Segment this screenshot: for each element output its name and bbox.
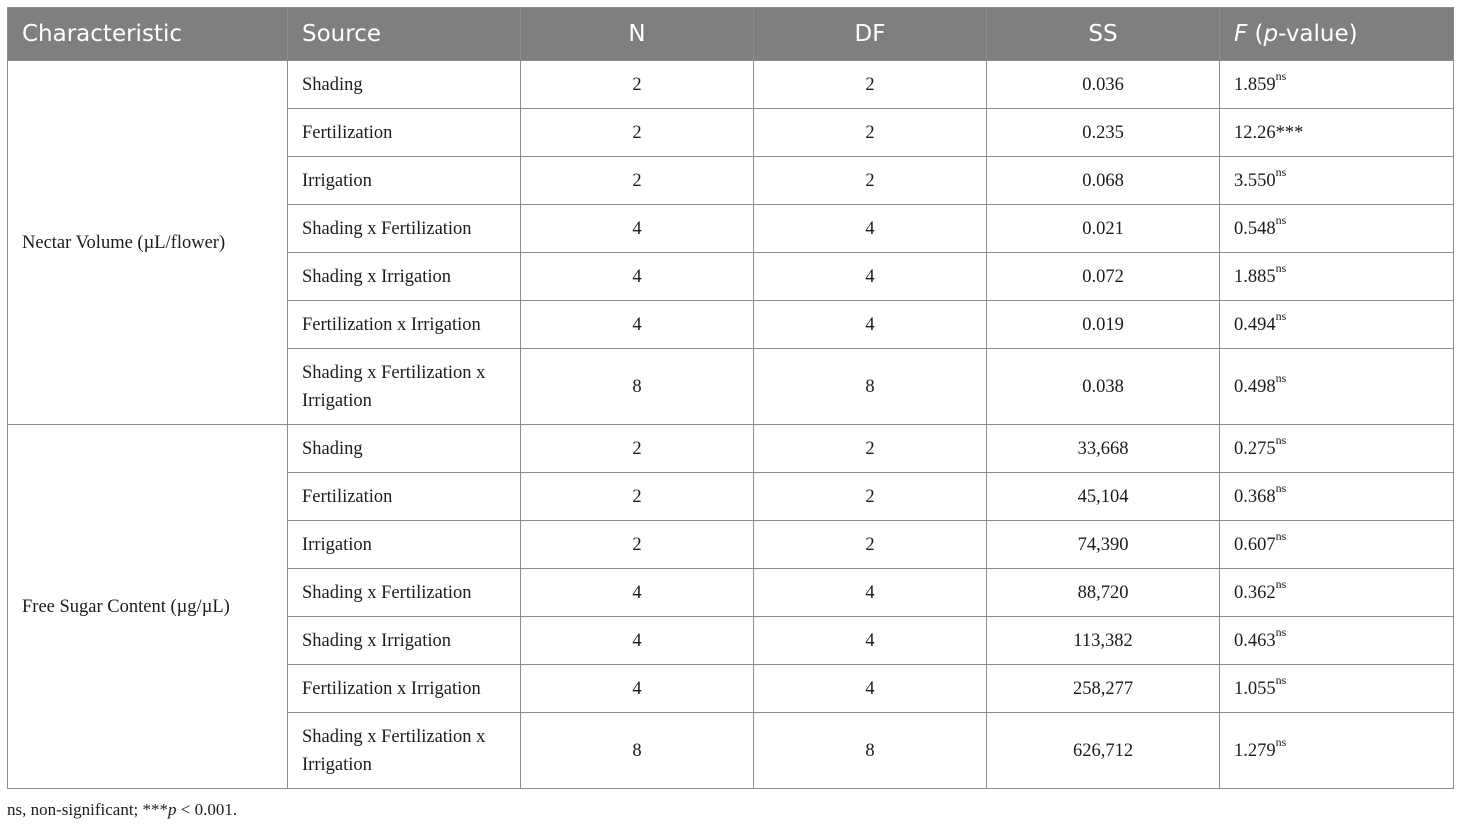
f-value-cell (1220, 349, 1454, 425)
f-value: 3.550 (1234, 170, 1276, 191)
f-value-cell (1220, 569, 1454, 617)
n-cell: 8 (521, 349, 754, 425)
significance-mark: ns (1275, 433, 1287, 448)
df-cell: 2 (754, 61, 987, 109)
f-value-cell (1220, 473, 1454, 521)
n-cell: 8 (521, 713, 754, 789)
ss-cell: 258,277 (987, 665, 1220, 713)
f-value-cell (1220, 61, 1454, 109)
n-cell: 4 (521, 665, 754, 713)
header-row (8, 8, 1454, 61)
n-cell: 4 (521, 253, 754, 301)
ss-cell: 0.235 (987, 109, 1220, 157)
significance-mark: ns (1275, 529, 1287, 544)
n-cell: 2 (521, 521, 754, 569)
n-cell: 4 (521, 301, 754, 349)
source-cell: Irrigation (288, 521, 521, 569)
ss-cell: 0.038 (987, 349, 1220, 425)
ss-cell: 0.019 (987, 301, 1220, 349)
df-cell: 4 (754, 205, 987, 253)
significance-mark: ns (1275, 673, 1287, 688)
df-cell: 2 (754, 425, 987, 473)
table-body (8, 61, 1454, 789)
ss-cell: 0.036 (987, 61, 1220, 109)
ss-cell: 45,104 (987, 473, 1220, 521)
f-value: 0.275 (1234, 438, 1276, 459)
n-cell: 2 (521, 425, 754, 473)
f-value-cell (1220, 521, 1454, 569)
significance-mark: ns (1275, 735, 1287, 750)
characteristic-cell: Nectar Volume (µL/flower) (8, 61, 288, 425)
f-value-cell (1220, 205, 1454, 253)
source-cell: Shading x Fertilization x Irrigation (288, 713, 521, 789)
f-value-cell (1220, 713, 1454, 789)
n-cell: 2 (521, 109, 754, 157)
source-cell: Irrigation (288, 157, 521, 205)
df-cell: 2 (754, 157, 987, 205)
f-value: 12.26*** (1234, 122, 1304, 143)
f-value-cell (1220, 665, 1454, 713)
source-cell: Shading x Irrigation (288, 253, 521, 301)
df-cell: 2 (754, 109, 987, 157)
df-cell: 4 (754, 569, 987, 617)
significance-mark: ns (1275, 577, 1287, 592)
significance-mark: ns (1275, 261, 1287, 276)
header-f-open: ( (1247, 21, 1264, 47)
source-cell: Fertilization (288, 473, 521, 521)
characteristic-cell: Free Sugar Content (µg/µL) (8, 425, 288, 789)
df-cell: 8 (754, 713, 987, 789)
footnote-prefix: ns, non-significant; *** (7, 800, 169, 819)
source-cell: Shading x Fertilization (288, 205, 521, 253)
ss-cell: 113,382 (987, 617, 1220, 665)
f-value: 0.494 (1234, 314, 1276, 335)
significance-mark: ns (1275, 309, 1287, 324)
f-value-cell (1220, 617, 1454, 665)
n-cell: 4 (521, 617, 754, 665)
footnote-suffix: < 0.001. (176, 800, 238, 819)
header-p-symbol: p (1263, 21, 1279, 47)
anova-table (7, 7, 1454, 789)
source-cell: Shading (288, 425, 521, 473)
df-cell: 4 (754, 253, 987, 301)
header-f-symbol: F (1234, 21, 1248, 47)
df-cell: 2 (754, 521, 987, 569)
f-value: 0.463 (1234, 630, 1276, 651)
significance-mark: ns (1275, 371, 1287, 386)
table-row (8, 61, 1454, 109)
source-cell: Fertilization x Irrigation (288, 301, 521, 349)
table-row (8, 425, 1454, 473)
source-cell: Shading (288, 61, 521, 109)
significance-mark: ns (1275, 625, 1287, 640)
ss-cell: 74,390 (987, 521, 1220, 569)
n-cell: 4 (521, 569, 754, 617)
df-cell: 4 (754, 665, 987, 713)
header-n: N (521, 8, 754, 61)
f-value: 0.607 (1234, 534, 1276, 555)
footnote-p-symbol: p (168, 800, 177, 819)
source-cell: Shading x Fertilization x Irrigation (288, 349, 521, 425)
header-f-rest: -value) (1278, 21, 1358, 47)
header-f-value (1220, 8, 1454, 61)
n-cell: 2 (521, 61, 754, 109)
f-value: 1.279 (1234, 740, 1276, 761)
df-cell: 8 (754, 349, 987, 425)
header-df: DF (754, 8, 987, 61)
significance-mark: ns (1275, 69, 1287, 84)
ss-cell: 0.021 (987, 205, 1220, 253)
ss-cell: 33,668 (987, 425, 1220, 473)
n-cell: 4 (521, 205, 754, 253)
header-ss: SS (987, 8, 1220, 61)
table-footnote (7, 800, 237, 820)
n-cell: 2 (521, 157, 754, 205)
f-value-cell (1220, 425, 1454, 473)
f-value: 0.368 (1234, 486, 1276, 507)
df-cell: 4 (754, 617, 987, 665)
df-cell: 4 (754, 301, 987, 349)
header-characteristic: Characteristic (8, 8, 288, 61)
f-value-cell (1220, 301, 1454, 349)
ss-cell: 0.068 (987, 157, 1220, 205)
significance-mark: ns (1275, 213, 1287, 228)
f-value: 1.055 (1234, 678, 1276, 699)
significance-mark: ns (1275, 165, 1287, 180)
f-value: 1.859 (1234, 74, 1276, 95)
source-cell: Shading x Fertilization (288, 569, 521, 617)
f-value: 0.548 (1234, 218, 1276, 239)
header-source: Source (288, 8, 521, 61)
ss-cell: 88,720 (987, 569, 1220, 617)
source-cell: Shading x Irrigation (288, 617, 521, 665)
f-value: 1.885 (1234, 266, 1276, 287)
significance-mark: ns (1275, 481, 1287, 496)
n-cell: 2 (521, 473, 754, 521)
source-cell: Fertilization (288, 109, 521, 157)
f-value-cell (1220, 109, 1454, 157)
f-value-cell (1220, 253, 1454, 301)
f-value: 0.498 (1234, 376, 1276, 397)
source-cell: Fertilization x Irrigation (288, 665, 521, 713)
f-value-cell (1220, 157, 1454, 205)
ss-cell: 626,712 (987, 713, 1220, 789)
f-value: 0.362 (1234, 582, 1276, 603)
df-cell: 2 (754, 473, 987, 521)
ss-cell: 0.072 (987, 253, 1220, 301)
